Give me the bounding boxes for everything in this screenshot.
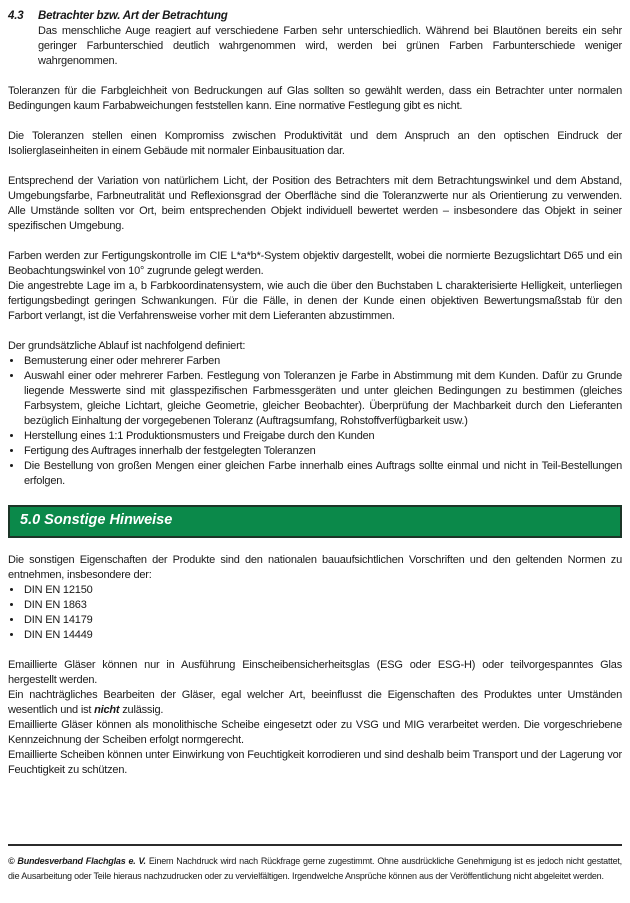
paragraph-bearbeiten-pre: Ein nachträgliches Bearbeiten der Gläser, egal welcher Art, beeinflusst die Eigenschaften des Produktes unter Umständen wesentlich und ist: [8, 688, 622, 716]
list-item: • Fertigung des Auftrages innerhalb der festgelegten Toleranzen: [23, 444, 622, 459]
section-title: Betrachter bzw. Art der Betrachtung: [38, 10, 228, 22]
list-item-norm: • DIN EN 14179: [23, 613, 622, 628]
paragraph-kompromiss: Die Toleranzen stellen einen Kompromiss zwischen Produktivität und dem Anspruch an den optischen Eindruck der Isolierglaseinheiten in einem Gebäude mit normaler Einbausituation dar.: [8, 130, 622, 157]
list-item-norm: • DIN EN 1863: [23, 598, 622, 613]
paragraph-feuchtigkeit: Emaillierte Scheiben können unter Einwirkung von Feuchtigkeit korrodieren und sind deshalb beim Transport und der Lagerung vor Feuchtigkeit zu schützen.: [8, 748, 622, 776]
paragraph-vsg-mig: Emaillierte Gläser können als monolithische Scheibe eingesetzt oder zu VSG und MIG verarbeitet werden. Die vorgeschriebene Kennzeichnung der Scheiben erfolgt normgerecht.: [8, 718, 622, 746]
norms-list: [8, 583, 622, 643]
list-item-norm: • DIN EN 14449: [23, 628, 622, 643]
paragraph-toleranzen: Toleranzen für die Farbgleichheit von Bedruckungen auf Glas sollten so gewählt werden, dass ein Betrachter unter normalen Bedingungen kaum Farbabweichungen feststellen kann. Eine normative Festlegung gibt es nicht.: [8, 85, 622, 112]
list-item: • Auswahl einer oder mehrerer Farben. Festlegung von Toleranzen je Farbe in Abstimmung mit dem Kunden. Dafür zu Grunde liegende Messwerte sind mit glasspezifischen Farbmessgeräten und unter gleichen Bedingungen zu bestimmen (gleiches Farbsystem, gleiche Lichtart, gleiche Geometrie, gleicher Beobachter). Überprüfung der Machbarkeit durch den Lieferanten bezüglich Einhaltung der vorgegebenen Toleranz (Auftragsumfang, Rohstoffverfügbarkeit usw.): [23, 369, 622, 429]
paragraph-esg: Emaillierte Gläser können nur in Ausführung Einscheibensicherheitsglas (ESG oder ESG-H) oder teilvorgespanntes Glas hergestellt werden.: [8, 658, 622, 686]
section-banner-5-0: 5.0 Sonstige Hinweise: [8, 505, 622, 538]
process-lead: Der grundsätzliche Ablauf ist nachfolgend definiert:: [8, 340, 246, 352]
paragraph-sonstige-eigenschaften: Die sonstigen Eigenschaften der Produkte sind den nationalen bauaufsichtlichen Vorschriften und den geltenden Normen zu entnehmen, insbesondere der:: [8, 553, 622, 581]
list-item: • Bemusterung einer oder mehrerer Farben: [23, 354, 622, 369]
paragraph-variation: Entsprechend der Variation von natürlichem Licht, der Position des Betrachters mit dem Betrachtungswinkel und dem Abstand, Umgebungsfarbe, Farbneutralität und Reflexionsgrad der Oberfläche sind die Toleranzwerte nur als Orientierung zu verwenden. Alle Umstände sollten vor Ort, beim entsprechenden Objekt individuell bewertet werden – insbesondere das Objekt in seiner spezifischen Umgebung.: [8, 175, 622, 232]
paragraph-bearbeiten-post: zulässig.: [119, 703, 164, 716]
section-number: 4.3: [8, 10, 24, 22]
process-list: [8, 354, 622, 489]
paragraph-farbkoordinaten: Die angestrebte Lage im a, b Farbkoordinatensystem, wie auch die über den Buchstaben L charakterisierte Helligkeit, unterliegen fertigungsbedingt geringen Schwankungen. Für die Fälle, in denen der Kunde einen objektiven Bewertungsmaßstab für den Farbort verlangt, ist die Verfahrensweise vorher mit dem Lieferanten abzustimmen.: [8, 280, 622, 322]
copyright-lead: © Bundesverband Flachglas e. V.: [8, 856, 146, 866]
emaillierte-block: [8, 658, 622, 778]
list-item: • Herstellung eines 1:1 Produktionsmusters und Freigabe durch den Kunden: [23, 429, 622, 444]
norms-block: [8, 553, 622, 643]
paragraph-group-cie: [8, 249, 622, 324]
list-item-norm: • DIN EN 12150: [23, 583, 622, 598]
section-heading-4-3: [8, 9, 622, 24]
paragraph-cie-lab: Farben werden zur Fertigungskontrolle im CIE L*a*b*-System objektiv dargestellt, wobei die normierte Bezugslichtart D65 und ein Beobachtungswinkel von 10° zugrunde gelegt werden.: [8, 250, 622, 277]
copyright-text: Einem Nachdruck wird nach Rückfrage gerne zugestimmt. Ohne ausdrückliche Genehmigung ist es jedoch nicht gestattet, die Ausarbeitung oder Teile hieraus nachzudrucken oder zu vervielfältigen. Irgendwelche Ansprüche können aus der Veröffentlichung nicht abgeleitet werden.: [8, 856, 622, 881]
process-block: [8, 339, 622, 489]
paragraph-bearbeiten-emph: nicht: [94, 703, 120, 716]
paragraph-bearbeiten: [8, 688, 622, 718]
list-item: • Die Bestellung von großen Mengen einer gleichen Farbe innerhalb eines Auftrags sollte einmal und nicht in Teil-Bestellungen erfolgen.: [23, 459, 622, 489]
paragraph-intro-4-3: Das menschliche Auge reagiert auf verschiedene Farben sehr unterschiedlich. Während bei Blautönen bereits ein sehr geringer Farbunterschied deutlich wahrgenommen wird, werden bei grünen Farben Farbunterschiede weniger wahrgenommen.: [38, 25, 622, 67]
page-footer: [8, 844, 622, 883]
